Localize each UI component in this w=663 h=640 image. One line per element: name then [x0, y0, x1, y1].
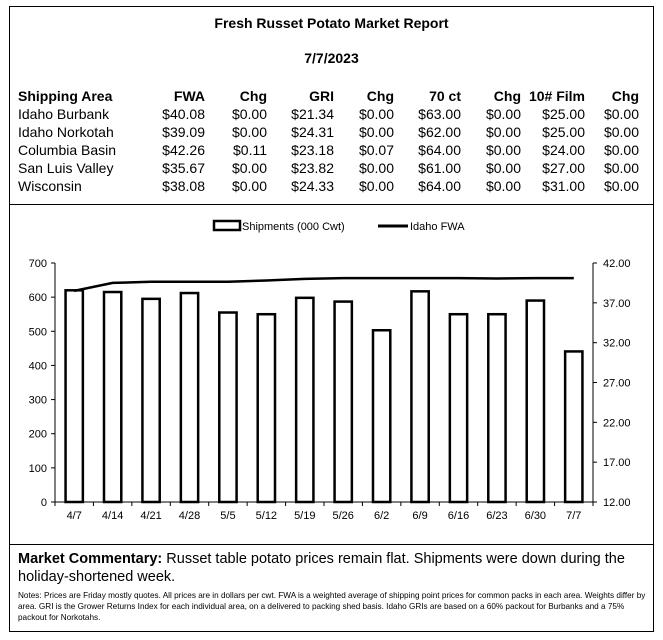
price-cell: $24.33: [291, 178, 334, 194]
y-tick-label-right: 27.00: [603, 377, 631, 390]
x-tick-label: 6/16: [447, 510, 470, 522]
col-header: Chg: [366, 87, 394, 104]
commentary-label: Market Commentary:: [18, 551, 163, 567]
x-tick-label: 6/30: [524, 510, 547, 522]
price-cell: $62.00: [418, 124, 461, 140]
price-cell: $35.67: [162, 160, 205, 176]
legend-bar-swatch: [214, 221, 240, 230]
shipping-area-cell: San Luis Valley: [18, 160, 114, 176]
idaho-fwa-line: [74, 278, 574, 291]
price-cell: $0.00: [603, 160, 639, 176]
shipment-bar: [142, 299, 159, 502]
price-cell: $0.00: [603, 124, 639, 140]
y-tick-label-left: 700: [28, 258, 47, 270]
y-tick-label-right: 12.00: [603, 497, 631, 509]
price-cell: $24.31: [291, 124, 334, 140]
y-tick-label-left: 600: [28, 292, 47, 305]
price-cell: $0.00: [485, 142, 521, 158]
legend-label-shipments: Shipments (000 Cwt): [242, 221, 345, 233]
x-tick-label: 6/23: [486, 510, 508, 522]
y-tick-label-right: 22.00: [603, 417, 631, 430]
price-cell: $0.00: [358, 124, 394, 140]
price-cell: $63.00: [418, 106, 461, 122]
price-cell: $27.00: [542, 160, 585, 176]
price-cell: $0.00: [485, 178, 521, 194]
price-cell: $21.34: [291, 106, 334, 122]
price-table-header: [18, 86, 639, 105]
price-cell: $64.00: [418, 142, 461, 158]
market-commentary: [18, 550, 648, 586]
shipment-bar: [450, 314, 467, 502]
price-cell: $0.00: [231, 160, 267, 176]
col-header: 70 ct: [429, 87, 461, 104]
price-cell: $0.07: [358, 142, 394, 158]
shipment-bar: [488, 314, 505, 502]
y-tick-label-right: 32.00: [603, 337, 631, 350]
price-table: [18, 86, 639, 195]
y-tick-label-left: 400: [28, 360, 47, 373]
y-tick-label-left: 300: [28, 394, 47, 407]
table-row: [18, 159, 639, 177]
price-cell: $0.00: [603, 142, 639, 158]
commentary-text: Russet table potato prices remain flat. Shipments were down during the holiday-shortened week.: [18, 551, 625, 585]
x-tick-label: 5/12: [255, 510, 278, 522]
price-cell: $0.00: [358, 106, 394, 122]
y-tick-label-left: 0: [40, 497, 47, 509]
shipment-bar: [181, 293, 198, 502]
price-cell: $38.08: [162, 178, 205, 194]
y-tick-label-left: 100: [28, 462, 47, 475]
shipping-area-cell: Idaho Burbank: [18, 106, 110, 122]
y-tick-label-right: 17.00: [603, 457, 631, 470]
col-header: Chg: [611, 87, 639, 104]
table-row: [18, 177, 639, 195]
price-cell: $0.00: [231, 178, 267, 194]
x-tick-label: 4/28: [178, 510, 201, 522]
shipping-area-cell: Idaho Norkotah: [18, 124, 114, 140]
price-cell: $0.00: [358, 160, 394, 176]
report-title: Fresh Russet Potato Market Report: [214, 15, 449, 31]
shipment-bar: [296, 298, 313, 502]
y-tick-label-left: 200: [28, 428, 47, 441]
legend-label-fwa: Idaho FWA: [410, 221, 465, 233]
table-row: [18, 105, 639, 123]
shipment-bar: [565, 351, 582, 502]
y-tick-label-right: 42.00: [603, 258, 631, 270]
price-cell: $0.00: [358, 178, 394, 194]
col-header: Chg: [493, 87, 521, 104]
price-cell: $61.00: [418, 160, 461, 176]
shipment-bar: [373, 330, 390, 502]
price-cell: $31.00: [542, 178, 585, 194]
table-row: [18, 141, 639, 159]
x-tick-label: 6/9: [412, 510, 428, 522]
shipment-bar: [219, 313, 236, 502]
shipment-bar: [527, 301, 544, 502]
shipment-bar: [104, 292, 121, 502]
price-cell: $40.08: [162, 106, 205, 122]
col-header: 10# Film: [528, 87, 585, 104]
price-cell: $39.09: [162, 124, 205, 140]
shipping-area-cell: Columbia Basin: [18, 142, 117, 158]
table-row: [18, 123, 639, 141]
price-cell: $0.00: [231, 106, 267, 122]
shipment-bar: [335, 302, 352, 502]
price-cell: $25.00: [542, 124, 585, 140]
x-tick-label: 5/19: [294, 510, 316, 522]
x-tick-label: 6/2: [373, 510, 390, 522]
price-cell: $24.00: [542, 142, 585, 158]
shipment-bar: [258, 314, 275, 502]
price-cell: $64.00: [418, 178, 461, 194]
price-cell: $0.11: [233, 142, 267, 158]
price-cell: $0.00: [231, 124, 267, 140]
shipment-bar: [411, 291, 428, 502]
report-frame: [9, 6, 654, 632]
price-cell: $0.00: [485, 160, 521, 176]
price-cell: $25.00: [542, 106, 585, 122]
report-date: 7/7/2023: [304, 50, 359, 66]
price-cell: $23.82: [291, 160, 334, 176]
col-header: Shipping Area: [18, 87, 113, 104]
x-tick-label: 4/7: [66, 510, 82, 522]
shipments-fwa-chart: [10, 205, 653, 544]
shipment-bar: [66, 290, 83, 502]
x-tick-label: 5/5: [220, 510, 236, 522]
notes: Notes: Prices are Friday mostly quotes. All prices are in dollars per cwt. FWA is a weighted average of shipping point prices for common packs in each area. Weights differ by area. GRI is the Grower Returns Index for each individual area, on a delivered to packing shed basis. Idaho GRIs are based on a 60% packout for Burbanks and a 75% packout for Norkotahs.: [18, 591, 646, 622]
col-header: FWA: [173, 87, 205, 104]
price-cell: $42.26: [162, 142, 205, 158]
col-header: GRI: [309, 87, 334, 104]
price-cell: $0.00: [485, 124, 521, 140]
shipping-area-cell: Wisconsin: [18, 178, 82, 194]
price-cell: $0.00: [485, 106, 521, 122]
price-cell: $0.00: [603, 106, 639, 122]
price-cell: $23.18: [291, 142, 334, 158]
chart-panel: [10, 204, 653, 545]
x-tick-label: 7/7: [566, 510, 582, 522]
x-tick-label: 5/26: [332, 510, 354, 522]
price-cell: $0.00: [603, 178, 639, 194]
y-tick-label-right: 37.00: [603, 297, 631, 310]
col-header: Chg: [239, 87, 267, 104]
y-tick-label-left: 500: [28, 326, 47, 339]
x-tick-label: 4/14: [101, 510, 124, 522]
x-tick-label: 4/21: [140, 510, 162, 522]
